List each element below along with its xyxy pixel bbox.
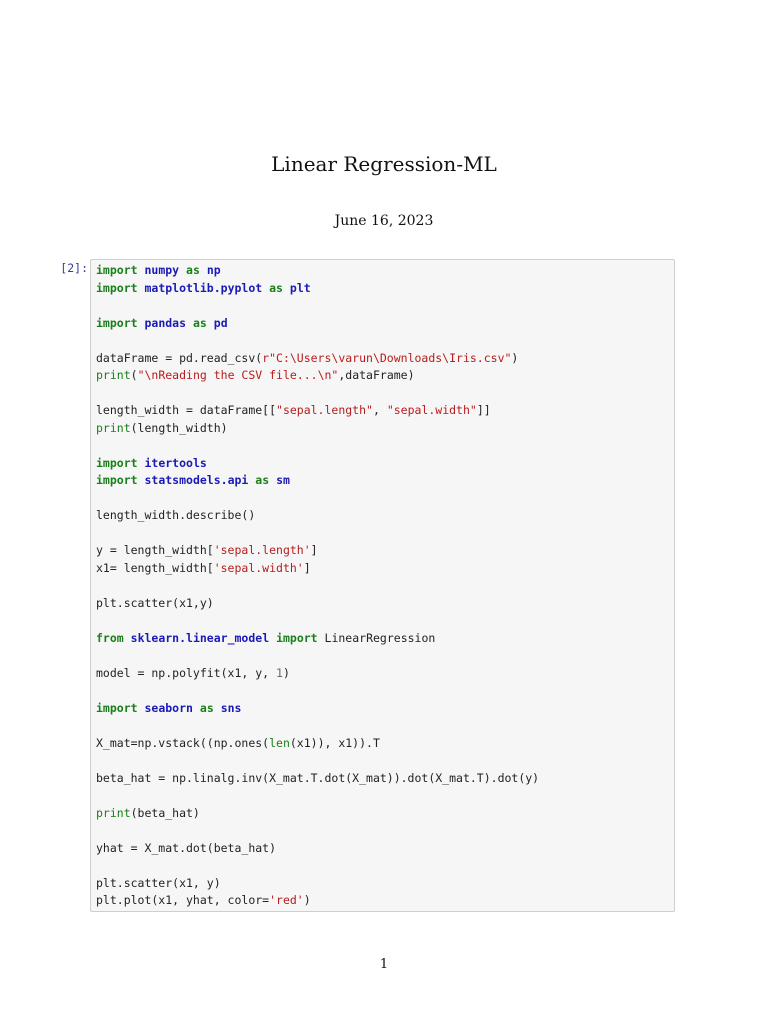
code-token: sns: [220, 700, 242, 715]
code-token: seaborn: [144, 700, 193, 715]
code-token: (: [130, 368, 138, 382]
code-token: sm: [276, 473, 290, 487]
code-token: pd: [213, 315, 228, 330]
code-line: [96, 507, 674, 525]
code-token: as: [199, 700, 214, 715]
code-line: [96, 647, 674, 665]
code-token: 1: [276, 665, 283, 680]
code-token: [207, 316, 214, 330]
code-token: 'sepal.width': [213, 560, 304, 575]
code-line: [96, 682, 674, 700]
code-block: [91, 260, 674, 910]
code-token: (x1)), x1)).T: [289, 735, 380, 750]
code-token: ): [303, 893, 311, 907]
code-token: ): [511, 350, 519, 365]
code-token: import: [96, 700, 138, 715]
code-token: as: [269, 280, 283, 295]
code-line: [96, 472, 674, 490]
code-line: [96, 437, 674, 455]
code-token: import: [96, 315, 138, 330]
code-line: [96, 752, 674, 770]
code-line: [96, 630, 674, 648]
code-line: [96, 735, 674, 753]
code-token: print: [96, 805, 131, 820]
document-date: June 16, 2023: [334, 213, 434, 229]
code-token: (length_width): [130, 420, 228, 435]
code-token: yhat = X_mat.dot(beta_hat): [96, 840, 277, 855]
code-token: length_width = dataFrame[[: [96, 403, 277, 417]
code-line: [96, 367, 674, 385]
document-title: Linear Regression-ML: [271, 152, 497, 176]
code-token: r"C:\Users\varun\Downloads\Iris.csv": [262, 350, 512, 365]
code-line: [96, 525, 674, 543]
code-line: [96, 455, 674, 473]
code-token: X_mat=np.vstack((np.ones(: [96, 735, 270, 750]
code-token: ]: [303, 560, 311, 575]
code-token: beta_hat = np.linalg.inv(X_mat.T.dot(X_mat)).dot(X_mat.T).dot(y): [96, 770, 540, 785]
code-line: [96, 822, 674, 840]
code-token: matplotlib.pyplot: [144, 280, 263, 295]
code-line: [96, 577, 674, 595]
code-token: [179, 263, 186, 277]
code-line: [96, 700, 674, 718]
code-token: print: [96, 420, 131, 435]
code-token: 'red': [269, 893, 304, 907]
code-line: [96, 717, 674, 735]
code-token: ,dataFrame): [338, 368, 415, 382]
code-line: [96, 297, 674, 315]
code-token: "\nReading the CSV file...\n": [137, 368, 339, 382]
code-token: sklearn.linear_model: [130, 630, 270, 645]
code-line: [96, 280, 674, 298]
code-token: length_width.describe(): [96, 508, 256, 522]
code-line: [96, 595, 674, 613]
code-token: [186, 316, 193, 330]
code-token: LinearRegression: [317, 630, 436, 645]
code-token: import: [96, 280, 138, 295]
code-token: x1= length_width[: [96, 560, 214, 575]
code-line: [96, 420, 674, 438]
code-token: "sepal.length": [276, 403, 373, 417]
code-token: [214, 701, 221, 715]
code-line: [96, 262, 674, 280]
code-token: import: [96, 263, 138, 277]
code-token: y = length_width[: [96, 543, 214, 557]
code-token: from: [96, 630, 124, 645]
code-token: [200, 263, 207, 277]
code-token: import: [96, 473, 138, 487]
code-token: plt: [289, 280, 311, 295]
code-token: [193, 701, 200, 715]
code-token: 'sepal.length': [213, 543, 311, 557]
code-line: [96, 805, 674, 823]
code-line: [96, 840, 674, 858]
code-line: [96, 402, 674, 420]
code-line: [96, 612, 674, 630]
code-line: [96, 315, 674, 333]
code-token: numpy: [144, 263, 180, 277]
code-token: "sepal.width": [386, 403, 477, 417]
page-number: 1: [379, 957, 389, 972]
code-token: statsmodels.api: [144, 473, 249, 487]
code-token: [124, 631, 131, 645]
code-token: ,: [372, 403, 387, 417]
code-token: as: [255, 473, 270, 487]
code-token: (beta_hat): [130, 805, 200, 820]
code-token: itertools: [144, 455, 207, 470]
code-token: plt.scatter(x1,y): [96, 595, 214, 610]
code-token: [283, 281, 290, 295]
code-token: as: [192, 315, 207, 330]
code-line: [96, 875, 674, 893]
code-token: ]]: [476, 403, 491, 417]
code-line: [96, 490, 674, 508]
code-line: [96, 542, 674, 560]
code-line: [96, 560, 674, 578]
code-line: [96, 350, 674, 368]
code-line: [96, 665, 674, 683]
code-token: import: [276, 630, 318, 645]
code-cell[interactable]: [90, 259, 675, 912]
code-token: import: [96, 455, 138, 470]
code-line: [96, 892, 674, 910]
code-token: print: [96, 368, 131, 382]
code-token: ): [282, 665, 290, 680]
code-token: pandas: [144, 315, 187, 330]
code-line: [96, 787, 674, 805]
code-token: model = np.polyfit(x1, y,: [96, 665, 277, 680]
code-token: len: [269, 735, 290, 750]
code-token: ]: [310, 543, 318, 557]
code-token: plt.scatter(x1, y): [96, 875, 221, 890]
code-token: as: [186, 263, 200, 277]
code-line: [96, 385, 674, 403]
code-line: [96, 857, 674, 875]
code-token: np: [206, 263, 221, 277]
cell-execution-prompt: [2]:: [60, 261, 88, 275]
code-token: plt.plot(x1, yhat, color=: [96, 893, 270, 907]
code-token: dataFrame = pd.read_csv(: [96, 350, 263, 365]
code-line: [96, 332, 674, 350]
code-line: [96, 770, 674, 788]
